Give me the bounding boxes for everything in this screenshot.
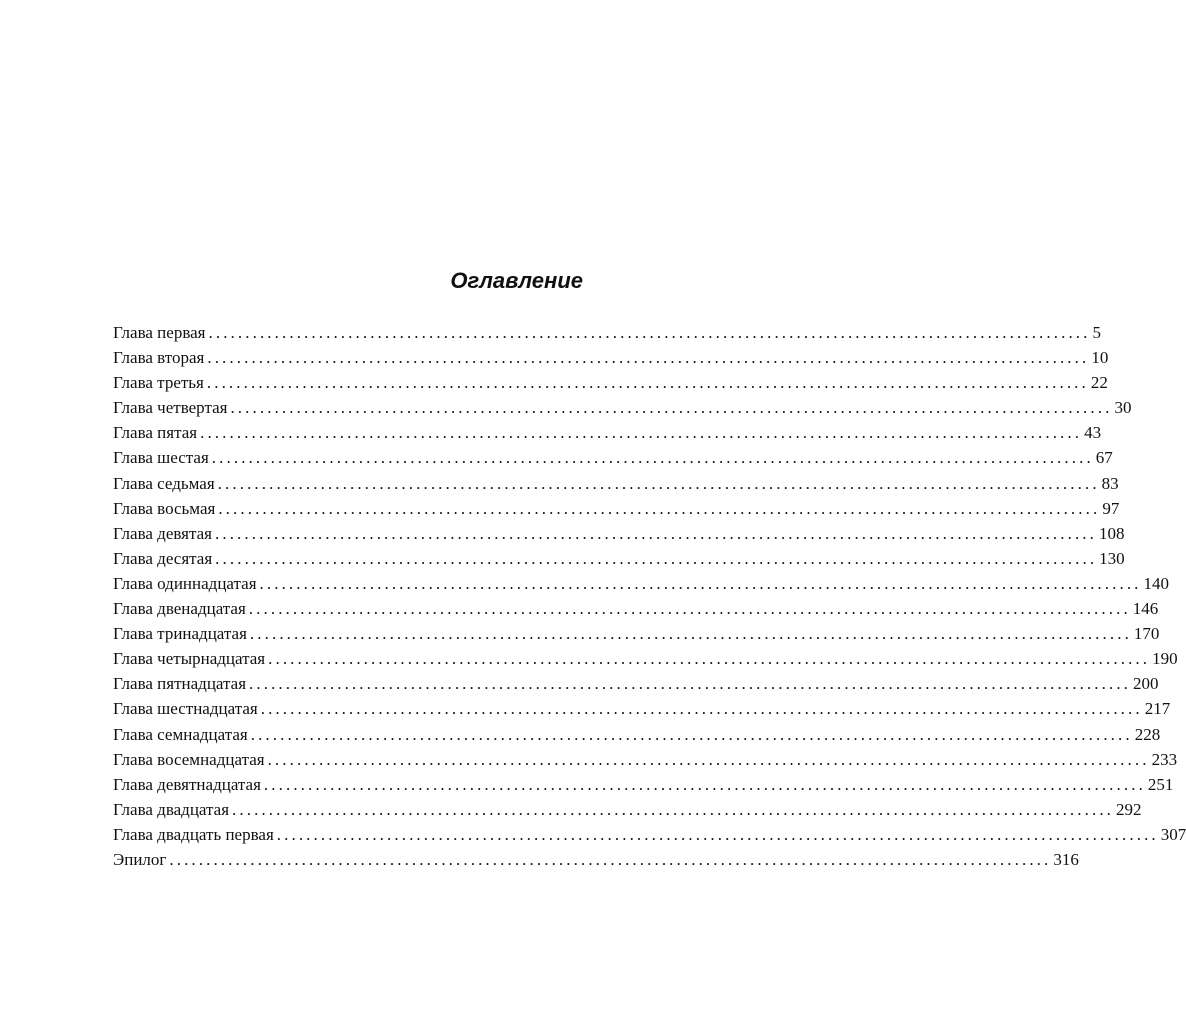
toc-entry-label: Глава двенадцатая — [113, 599, 246, 619]
toc-entry-label: Эпилог — [113, 849, 167, 869]
toc-entry-label: Глава десятая — [113, 548, 213, 568]
toc-leader-dots: ........................................................................................................................ — [276, 824, 1159, 844]
toc-entry — [113, 722, 1161, 747]
toc-leader-dots: ........................................................................................................................ — [218, 498, 1101, 518]
toc-entry — [113, 320, 1101, 345]
toc-entry — [113, 521, 1125, 546]
toc-leader-dots: ........................................................................................................................ — [267, 749, 1150, 769]
toc-entry — [113, 696, 1171, 721]
toc-entry-page: 43 — [1084, 423, 1102, 443]
toc-entry-label: Глава пятая — [113, 423, 198, 443]
toc-entry-page: 170 — [1133, 624, 1160, 644]
toc-entry — [113, 822, 1186, 847]
toc-leader-dots: ........................................................................................................................ — [215, 548, 1098, 568]
toc-leader-dots: ........................................................................................................................ — [248, 599, 1131, 619]
toc-entry — [113, 496, 1120, 521]
toc-leader-dots: ........................................................................................................................ — [259, 573, 1142, 593]
toc-entry-page: 22 — [1090, 373, 1108, 393]
toc-entry-label: Глава семнадцатая — [113, 724, 248, 744]
toc-entry-label: Глава двадцать первая — [113, 824, 274, 844]
toc-entry-label: Глава четырнадцатая — [113, 649, 266, 669]
toc-entry-label: Глава двадцатая — [113, 799, 230, 819]
toc-entry-page: 97 — [1102, 498, 1120, 518]
toc-entry-page: 140 — [1143, 573, 1170, 593]
toc-entry-page: 251 — [1147, 774, 1174, 794]
toc-entry-label: Глава седьмая — [113, 473, 215, 493]
toc-entry — [113, 671, 1159, 696]
toc-leader-dots: ........................................................................................................................ — [260, 699, 1143, 719]
toc-leader-dots: ........................................................................................................................ — [249, 624, 1132, 644]
toc-entry-label: Глава шестая — [113, 448, 209, 468]
toc-leader-dots: ........................................................................................................................ — [249, 674, 1132, 694]
toc-leader-dots: ........................................................................................................................ — [169, 849, 1052, 869]
toc-entry — [113, 445, 1113, 470]
toc-entry-label: Глава тринадцатая — [113, 624, 247, 644]
toc-entry-label: Глава третья — [113, 373, 204, 393]
toc-entry — [113, 395, 1132, 420]
toc-entry-page: 83 — [1101, 473, 1119, 493]
toc-entry — [113, 596, 1159, 621]
toc-entry — [113, 621, 1160, 646]
toc-leader-dots: ........................................................................................................................ — [250, 724, 1133, 744]
toc-leader-dots: ........................................................................................................................ — [211, 448, 1094, 468]
toc-title: Оглавление — [450, 268, 583, 293]
toc-entry-page: 190 — [1152, 649, 1178, 669]
toc-entry — [113, 772, 1174, 797]
toc-entry-page: 30 — [1114, 398, 1132, 418]
toc-entry — [113, 345, 1109, 370]
toc-entry-page: 67 — [1095, 448, 1113, 468]
toc-leader-dots: ........................................................................................................................ — [207, 348, 1090, 368]
toc-list — [113, 320, 1186, 872]
toc-entry-label: Глава девятая — [113, 523, 212, 543]
toc-entry-label: Глава вторая — [113, 348, 205, 368]
toc-leader-dots: ........................................................................................................................ — [230, 398, 1113, 418]
toc-entry-label: Глава пятнадцатая — [113, 674, 247, 694]
toc-entry-page: 292 — [1116, 799, 1142, 819]
toc-entry-label: Глава четвертая — [113, 398, 228, 418]
toc-entry — [113, 571, 1170, 596]
toc-leader-dots: ........................................................................................................................ — [263, 774, 1146, 794]
toc-leader-dots: ........................................................................................................................ — [215, 523, 1097, 543]
toc-entry — [113, 646, 1178, 671]
toc-entry — [113, 420, 1102, 445]
toc-entry-label: Глава девятнадцатая — [113, 774, 261, 794]
toc-entry-page: 228 — [1134, 724, 1161, 744]
toc-leader-dots: ........................................................................................................................ — [232, 799, 1115, 819]
toc-entry-page: 146 — [1132, 599, 1159, 619]
toc-entry-page: 316 — [1053, 849, 1079, 869]
toc-entry-page: 217 — [1144, 699, 1171, 719]
toc-entry-page: 10 — [1091, 348, 1109, 368]
toc-entry — [113, 546, 1125, 571]
toc-leader-dots: ........................................................................................................................ — [206, 373, 1089, 393]
toc-leader-dots: ........................................................................................................................ — [200, 423, 1083, 443]
toc-entry-page: 233 — [1151, 749, 1178, 769]
toc-entry-label: Глава шестнадцатая — [113, 699, 258, 719]
toc-entry-page: 307 — [1160, 824, 1186, 844]
toc-entry — [113, 747, 1178, 772]
toc-entry-page: 5 — [1092, 323, 1101, 342]
toc-entry — [113, 370, 1108, 395]
toc-entry-label: Глава одиннадцатая — [113, 573, 257, 593]
toc-entry — [113, 797, 1142, 822]
toc-entry-page: 130 — [1099, 548, 1125, 568]
toc-entry-page: 200 — [1133, 674, 1159, 694]
toc-entry — [113, 471, 1119, 496]
toc-entry-page: 108 — [1099, 523, 1125, 543]
toc-leader-dots: ........................................................................................................................ — [268, 649, 1151, 669]
toc-entry — [113, 847, 1079, 872]
toc-entry-label: Глава первая — [113, 323, 206, 342]
toc-leader-dots: ........................................................................................................................ — [208, 323, 1091, 342]
toc-entry-label: Глава восьмая — [113, 498, 216, 518]
toc-entry-label: Глава восемнадцатая — [113, 749, 265, 769]
toc-leader-dots: ........................................................................................................................ — [217, 473, 1100, 493]
